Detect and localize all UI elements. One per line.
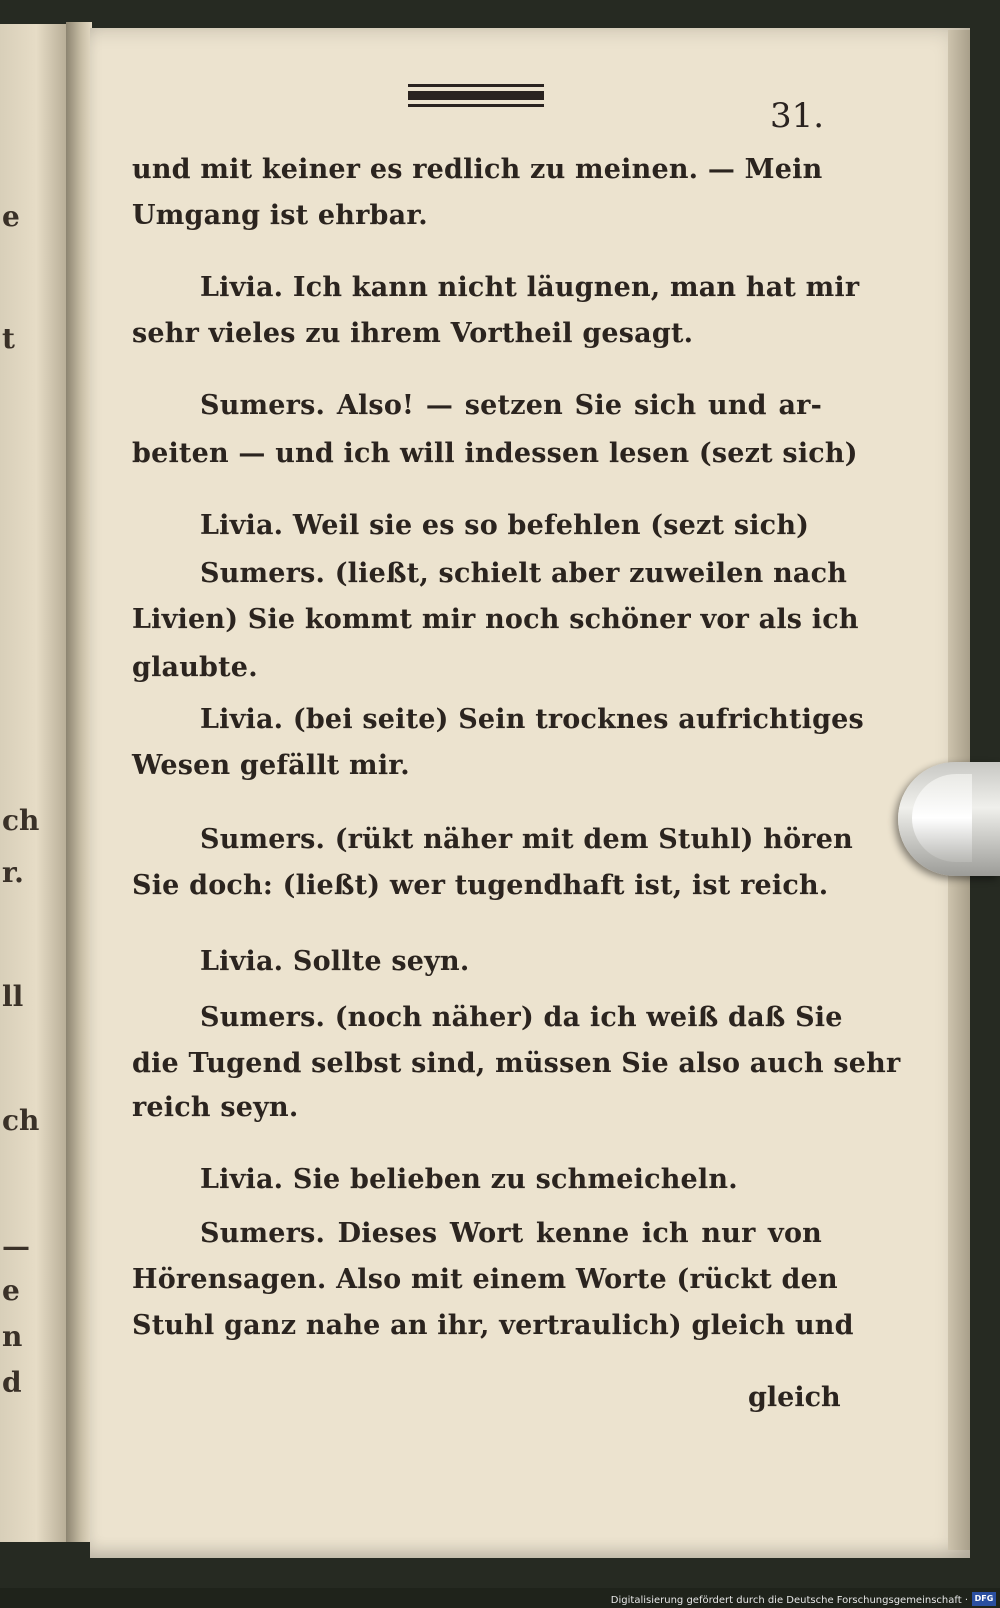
text-line: glaubte. — [132, 652, 258, 683]
text-line: Livia. Sollte seyn. — [200, 946, 470, 977]
text-line: Sie doch: (ließt) wer tugendhaft ist, ist reich. — [132, 870, 829, 901]
page-clip — [898, 762, 1000, 876]
header-ornament — [408, 84, 544, 110]
catchword: gleich — [748, 1382, 841, 1413]
text-line: Wesen gefällt mir. — [132, 750, 410, 781]
page-number: 31. — [770, 96, 825, 136]
text-line: reich seyn. — [132, 1092, 299, 1123]
text-line: Livien) Sie kommt mir noch schöner vor als ich — [132, 604, 859, 635]
text-line: Livia. Ich kann nicht läugnen, man hat mir — [200, 272, 860, 303]
left-page-fragment: e — [2, 200, 20, 233]
text-line: Sumers. (ließt, schielt aber zuweilen nach — [200, 558, 848, 589]
text-line: Sumers. Dieses Wort kenne ich nur von — [200, 1218, 822, 1249]
left-page-fragment: — — [2, 1230, 30, 1263]
book-gutter — [66, 22, 92, 1542]
left-page-fragment: r. — [2, 856, 24, 889]
text-line: Stuhl ganz nahe an ihr, vertraulich) gleich und — [132, 1310, 854, 1341]
text-line: Livia. Weil sie es so befehlen (sezt sich) — [200, 510, 810, 541]
left-page-fragment: d — [2, 1366, 22, 1399]
left-page-fragment: t — [2, 322, 15, 355]
text-line: Umgang ist ehrbar. — [132, 200, 428, 231]
left-page-edge — [0, 24, 66, 1542]
page-clip-highlight — [912, 774, 972, 862]
dfg-logo: DFG — [972, 1592, 996, 1606]
funding-credit: Digitalisierung gefördert durch die Deutsche Forschungsgemeinschaft · — [610, 1595, 968, 1606]
text-line: die Tugend selbst sind, müssen Sie also auch sehr — [132, 1048, 901, 1079]
left-page-fragment: e — [2, 1274, 20, 1307]
text-line: und mit keiner es redlich zu meinen. — Mein — [132, 154, 823, 185]
text-line: Livia. (bei seite) Sein trocknes aufrichtiges — [200, 704, 864, 735]
left-page-fragment: ch — [2, 1104, 40, 1137]
footer-bar — [0, 1588, 1000, 1608]
text-line: Livia. Sie belieben zu schmeicheln. — [200, 1164, 738, 1195]
text-line: Sumers. Also! — setzen Sie sich und ar- — [200, 390, 822, 421]
text-line: sehr vieles zu ihrem Vortheil gesagt. — [132, 318, 694, 349]
text-line: beiten — und ich will indessen lesen (sezt sich) — [132, 438, 858, 469]
text-line: Sumers. (noch näher) da ich weiß daß Sie — [200, 1002, 843, 1033]
left-page-fragment: ll — [2, 980, 24, 1013]
text-line: Sumers. (rükt näher mit dem Stuhl) hören — [200, 824, 853, 855]
left-page-fragment: ch — [2, 804, 40, 837]
left-page-fragment: n — [2, 1320, 23, 1353]
text-line: Hörensagen. Also mit einem Worte (rückt den — [132, 1264, 838, 1295]
